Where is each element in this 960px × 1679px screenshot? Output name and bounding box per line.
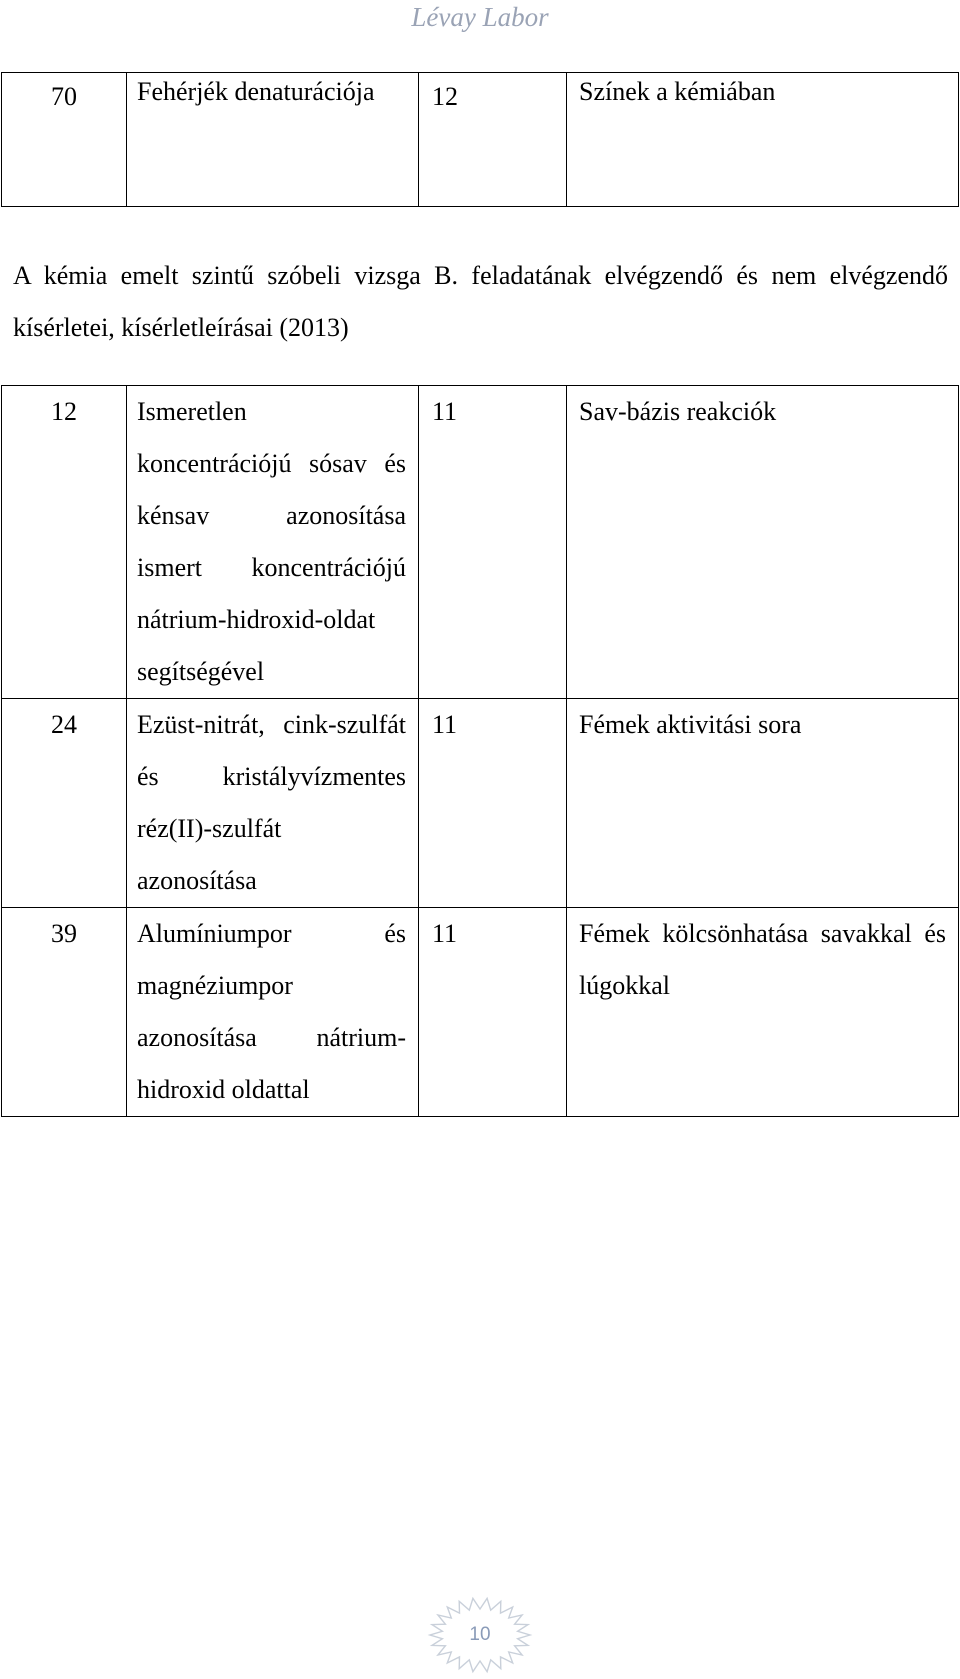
experiment-table-top [1,72,959,207]
experiment-number: 39 [2,908,127,1117]
topic-cell: Színek a kémiában [567,73,959,207]
page-number-badge [427,1596,533,1674]
topic-cell: Sav-bázis reakciók [567,386,959,699]
experiment-title: Fehérjék denaturációja [127,73,419,207]
page-header: Lévay Labor [411,2,549,32]
table-row [2,73,959,207]
experiment-title: Ezüst-nitrát, cink-szulfát és kristályvízmentes réz(II)-szulfát azonosítása [127,699,419,908]
experiment-number: 12 [2,386,127,699]
topic-cell: Fémek kölcsönhatása savakkal és lúgokkal [567,908,959,1117]
grade-cell: 11 [419,699,567,908]
topic-cell: Fémek aktivitási sora [567,699,959,908]
grade-cell: 11 [419,386,567,699]
grade-cell: 11 [419,908,567,1117]
experiment-number: 70 [2,73,127,207]
table-row [2,908,959,1117]
experiment-title: Ismeretlen koncentrációjú sósav és kénsav azonosítása ismert koncentrációjú nátrium-hidroxid-oldat segítségével [127,386,419,699]
intro-paragraph: A kémia emelt szintű szóbeli vizsga B. feladatának elvégzendő és nem elvégzendő kísérletei, kísérletleírásai (2013) [13,261,948,342]
experiment-table [1,385,959,1117]
experiment-number: 24 [2,699,127,908]
table-row [2,699,959,908]
table-row [2,386,959,699]
grade-cell: 12 [419,73,567,207]
experiment-title: Alumíniumpor és magnéziumpor azonosítása nátrium-hidroxid oldattal [127,908,419,1117]
page-number: 10 [469,1624,491,1645]
